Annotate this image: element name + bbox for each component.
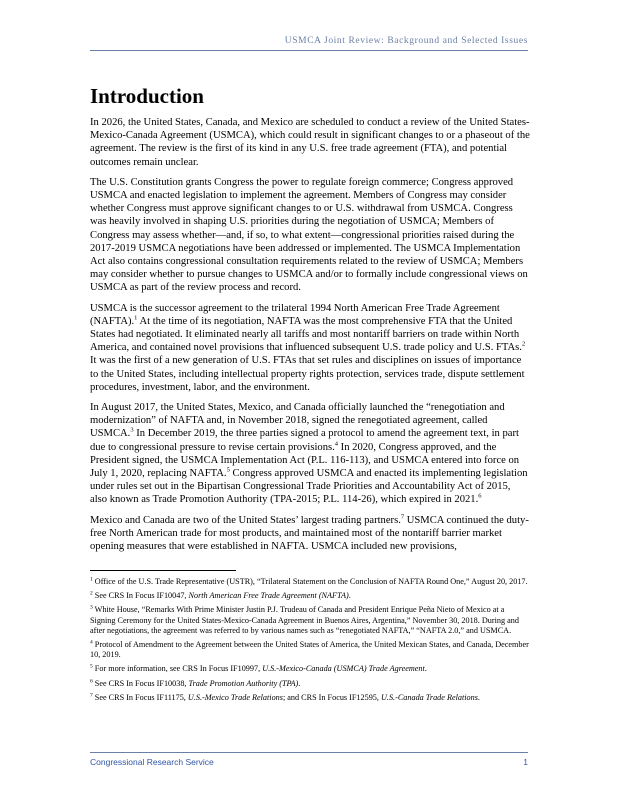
paragraph-4-text-b: In December 2019, the three parties signed a protocol to amend the agreement text, in part due to congressional pressure to revise certain provisions. [90,428,519,453]
footnote-text: White House, “Remarks With Prime Minister Justin P.J. Trudeau of Canada and President Enrique Peña Nieto of Mexico at a Signing Ceremony for the United States-Mexico-Canada Agreement in Buenos Aires, Argentina,” November 30, 2018. During and after negotiations, the agreement was referred to by various names such as “renegotiated NAFTA,” “NAFTA 2.0,” and USMCA. [90,605,519,635]
paragraph-4 [90,401,530,507]
paragraph-2: The U.S. Constitution grants Congress the power to regulate foreign commerce; Congress approved USMCA and enacted legislation to implement the agreement. Members of Congress may consider whether Congress must approve significant changes to or U.S. withdrawal from USMCA. Congress was heavily involved in shaping U.S. priorities during the negotiation of USMCA; Members of Congress may assess whether—and, if so, to what extent—congressional priorities raised during the 2017-2019 USMCA negotiations have been addressed or implemented. The USMCA Implementation Act also contains congressional consultation requirements related to the review of USMCA; Members may consider whether to pursue changes to USMCA and/or to formally include congressional views on USMCA as part of the review process and record. [90,176,528,294]
footnotes [90,577,530,707]
footnote-text: Protocol of Amendment to the Agreement between the United States of America, the United Mexican States, and Canada, December 10, 2019. [90,640,529,660]
footnote-ref-5[interactable]: 5 [226,466,230,474]
main-content [90,84,530,560]
footnote-text: For more information, see CRS In Focus IF10997, [92,664,263,674]
footnote-title: North American Free Trade Agreement (NAFTA) [188,591,349,601]
footnote-4 [90,640,530,660]
footnote-text-end: . [424,664,427,674]
header-rule [90,50,528,51]
paragraph-4-text-c: In 2020, Congress approved, and the President signed, the USMCA Implementation Act (P.L. 116-113), and USMCA entered into force on July 1, 2020, replacing NAFTA. [90,441,520,480]
footnote-ref-7[interactable]: 7 [400,513,405,521]
paragraph-4-text-a: In August 2017, the United States, Mexico, and Canada officially launched the “renegotiation and modernization” of NAFTA and, in November 2018, signed the renegotiated agreement, called USMCA. [90,402,505,440]
running-header: USMCA Joint Review: Background and Selected Issues [284,36,528,46]
footnote-ref-4[interactable]: 4 [334,440,339,448]
footnote-separator [90,570,236,571]
paragraph-3-text-c: It was the first of a new generation of U.S. FTAs that set rules and disciplines on issues of importance to the United States, including intellectual property rights protection, services trade, dispute settlement procedures, investment, labor, and the environment. [90,355,525,393]
footnote-number: 3 [90,604,93,611]
paragraph-5 [90,514,530,554]
footnote-5 [90,664,530,674]
footer-rule [90,752,528,753]
page-number: 1 [523,757,528,767]
footnote-number: 6 [90,677,93,684]
paragraph-3 [90,302,530,394]
paragraph-5-text-a: Mexico and Canada are two of the United States’ largest trading partners. [90,514,401,526]
footnote-6 [90,679,530,689]
paragraph-4-text-d: Congress approved USMCA and enacted its implementing legislation under rules set out in the Bipartisan Congressional Trade Priorities and Accountability Act of 2015, also known as Trade Promotion Authority (TPA-2015; P.L. 114-26), which expired in 2021. [90,468,528,506]
footnote-ref-6[interactable]: 6 [478,492,482,500]
footnote-number: 2 [90,590,93,597]
footnote-title: U.S.-Mexico Trade Relations [187,692,283,702]
footnote-3 [90,605,530,636]
footnote-text: See CRS In Focus IF10038, [92,678,189,688]
footnote-2 [90,591,530,601]
footnote-title: Trade Promotion Authority (TPA) [188,678,299,688]
footnote-text-end: . [348,591,351,601]
footnote-text-end: . [298,678,301,688]
footer-organization: Congressional Research Service [90,757,214,767]
footnote-title-2: U.S.-Canada Trade Relations [381,692,478,702]
footnote-number: 5 [90,663,93,670]
footnote-title: U.S.-Mexico-Canada (USMCA) Trade Agreement [262,664,425,674]
footnote-number: 7 [90,692,93,699]
footnote-text-mid: ; and CRS In Focus IF12595, [282,692,381,702]
footnote-1 [90,577,530,587]
footnote-7 [90,693,530,703]
paragraph-1: In 2026, the United States, Canada, and Mexico are scheduled to conduct a review of the United States-Mexico-Canada Agreement (USMCA), which could result in significant changes to or a phaseout of the agreement. The review is the first of its kind in any U.S. free trade agreement (FTA), and potential outcomes remain unclear. [90,117,530,168]
paragraph-3-text-b: At the time of its negotiation, NAFTA was the most comprehensive FTA that the United States had negotiated. It eliminated nearly all tariffs and most nontariff barriers on trade within North America, and contained novel provisions that influenced subsequent U.S. trade policy and U.S. FTAs. [90,315,522,354]
footnote-text: Office of the U.S. Trade Representative (USTR), “Trilateral Statement on the Conclusion of NAFTA Round One,” August 20, 2017. [92,577,528,586]
footnote-number: 1 [90,576,93,583]
paragraph-3-text-a: USMCA is the successor agreement to the trilateral 1994 North American Free Trade Agreement (NAFTA). [90,302,500,327]
paragraph-5-text-b: USMCA continued the duty-free North American trade for most products, and maintained most of the nontariff barrier market opening measures that were established in NAFTA. USMCA included new provisions, [90,514,529,553]
footnote-text-end: . [477,692,480,702]
footnote-ref-2[interactable]: 2 [521,340,526,348]
footnote-ref-3[interactable]: 3 [130,426,134,434]
footnote-number: 4 [90,639,93,646]
footnote-ref-1[interactable]: 1 [134,314,138,322]
section-heading: Introduction [90,84,204,108]
footnote-text: See CRS In Focus IF10047, [92,591,189,601]
footnote-text: See CRS In Focus IF11175, [92,692,188,702]
